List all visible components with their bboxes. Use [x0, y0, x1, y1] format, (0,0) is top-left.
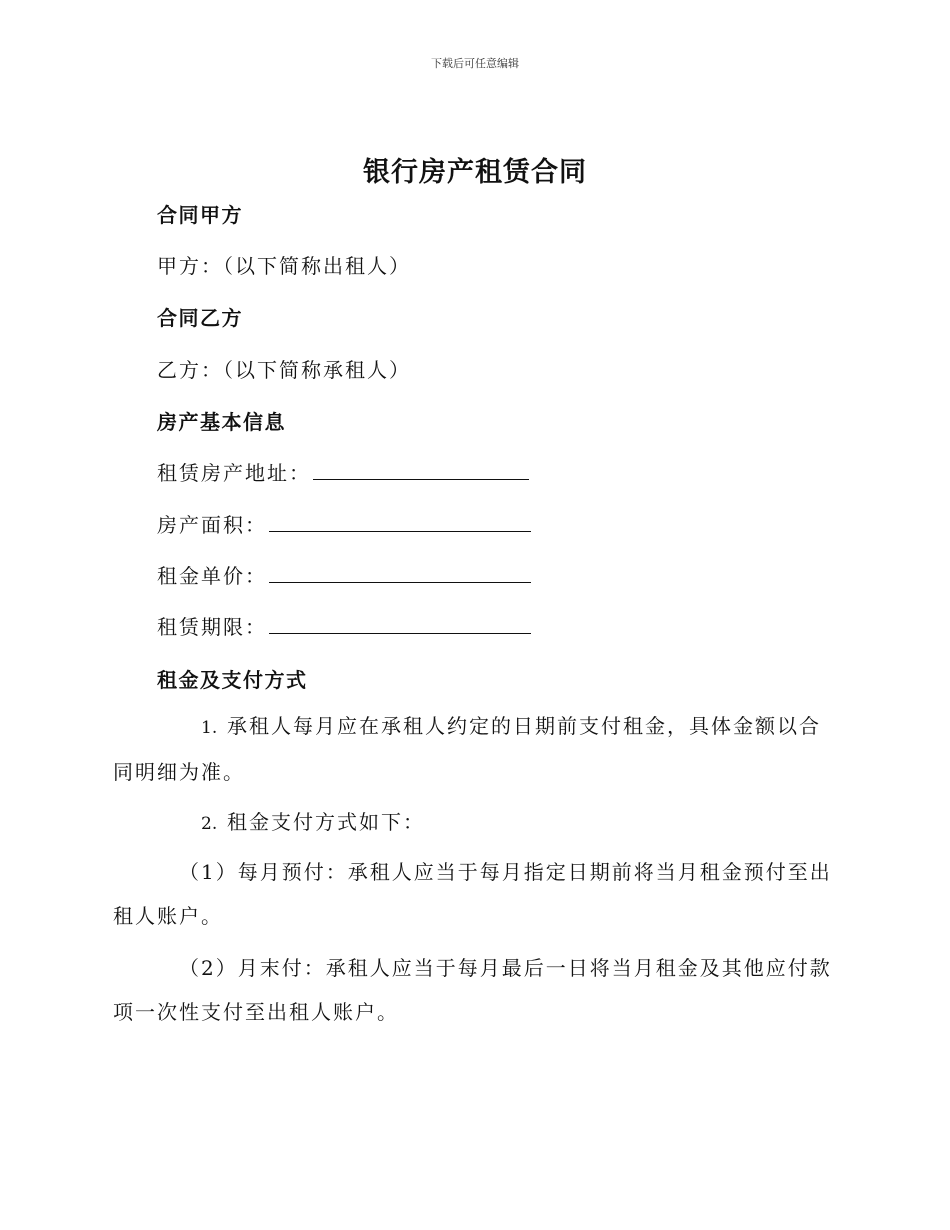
party-a-line: 甲方：（以下简称出租人）: [157, 254, 411, 278]
party-b-line: 乙方：（以下简称承租人）: [157, 358, 411, 382]
address-row: [157, 457, 529, 486]
area-blank-line: [269, 511, 531, 532]
payment-heading: 租金及支付方式: [157, 668, 308, 692]
party-b-heading: 合同乙方: [157, 306, 243, 330]
term-blank-line: [269, 613, 531, 634]
item-2-text: 租金支付方式如下：: [227, 810, 425, 834]
address-label: 租赁房产地址：: [157, 461, 311, 485]
party-a-heading: 合同甲方: [157, 203, 243, 227]
address-blank-line: [313, 459, 529, 480]
header-note: 下载后可任意编辑: [431, 57, 519, 70]
area-label: 房产面积：: [157, 513, 267, 537]
unit-price-label: 租金单价：: [157, 564, 267, 588]
unit-price-blank-line: [269, 562, 531, 583]
document-title: 银行房产租赁合同: [363, 157, 587, 188]
item-2-number: 2.: [201, 814, 218, 834]
item-1-number: 1.: [201, 718, 218, 738]
payment-sub-2: （2）月末付：承租人应当于每月最后一日将当月租金及其他应付款项一次性支付至出租人账户。: [113, 956, 832, 1024]
payment-sub-1: （1）每月预付：承租人应当于每月指定日期前将当月租金预付至出租人账户。: [113, 860, 832, 928]
term-label: 租赁期限：: [157, 615, 267, 639]
term-row: [157, 611, 531, 640]
payment-item-2: [113, 800, 838, 846]
item-1-text: 承租人每月应在承租人约定的日期前支付租金，具体金额以合同明细为准。: [113, 714, 821, 784]
unit-price-row: [157, 560, 531, 589]
payment-item-1: [113, 704, 838, 794]
property-heading: 房产基本信息: [157, 410, 286, 434]
area-row: [157, 509, 531, 538]
